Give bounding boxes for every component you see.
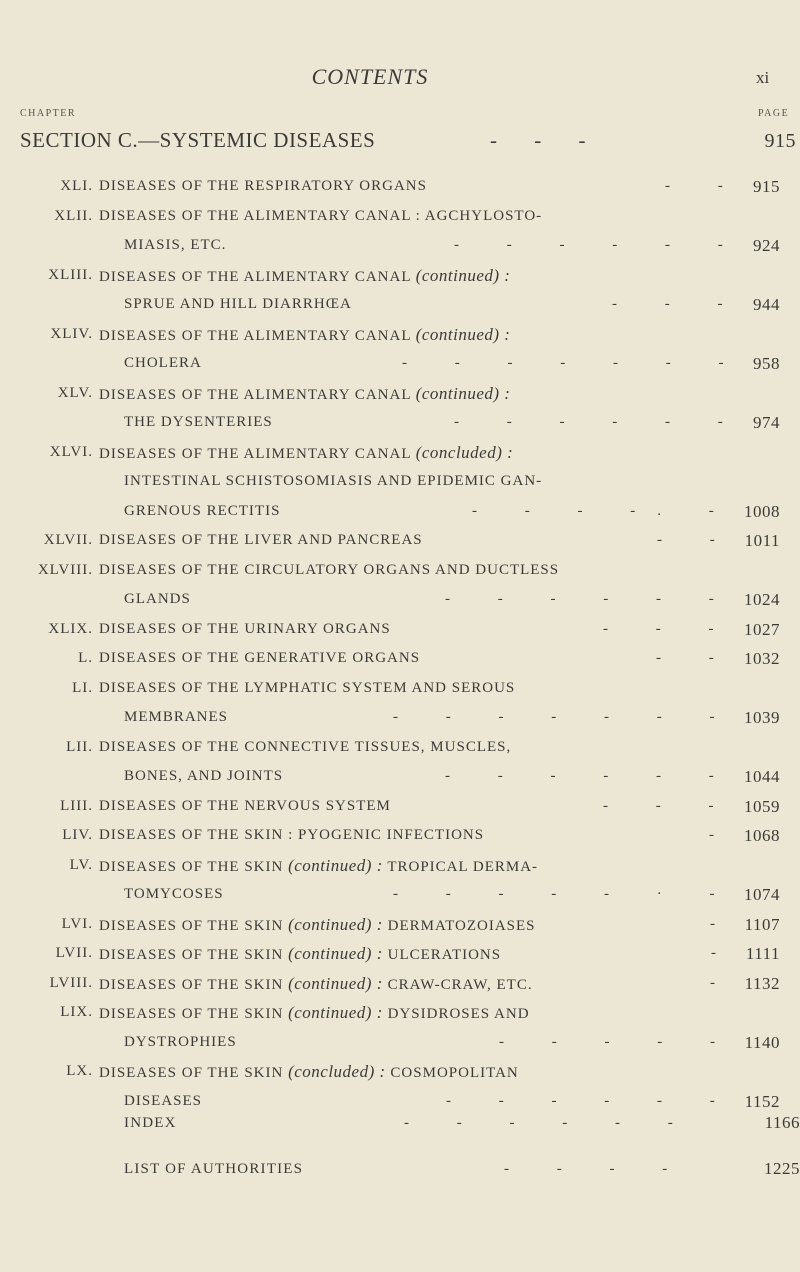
dot-leader: -	[709, 827, 736, 843]
chapter-page-number: 1024	[744, 590, 780, 609]
dot-leader: -	[710, 974, 737, 991]
chapter-title-text	[124, 408, 273, 438]
chapter-title-text	[99, 1057, 519, 1089]
toc-entry	[0, 969, 800, 999]
section-page-number: 915	[764, 130, 796, 152]
chapter-page-number: 1132	[744, 973, 780, 993]
dot-leader: -	[710, 915, 737, 932]
chapter-title: DISEASES OF THE RESPIRATORY ORGANS	[99, 178, 427, 194]
toc-line	[0, 851, 800, 881]
chapter-title: DISEASES OF THE NERVOUS SYSTEM	[99, 797, 391, 814]
dot-leader: - - - - -	[499, 1033, 737, 1050]
chapter-number: XLVII.	[43, 532, 93, 548]
dot-leader: - - - -. -	[472, 502, 736, 519]
chapter-title-text	[99, 733, 511, 763]
chapter-number: L.	[78, 650, 93, 666]
chapter-title: CHOLERA	[124, 355, 202, 371]
page-title: CONTENTS	[311, 64, 429, 89]
back-matter-title: LIST OF AUTHORITIES	[124, 1161, 304, 1177]
chapter-title-text	[124, 762, 283, 792]
chapter-qualifier: (continued) :	[288, 1003, 383, 1022]
toc-line	[0, 969, 800, 999]
chapter-title: DISEASES OF THE ALIMENTARY CANAL	[99, 386, 411, 403]
toc-line	[0, 703, 800, 733]
dot-leader: - - - - - -	[454, 237, 745, 253]
chapter-title-text	[99, 379, 510, 411]
toc-line	[0, 1028, 800, 1058]
toc-line	[0, 556, 800, 586]
chapter-page-number: 1011	[744, 531, 780, 550]
chapter-title: MIASIS, ETC.	[124, 237, 227, 253]
dot-leader: -	[711, 945, 738, 961]
chapter-number: LIV.	[62, 827, 93, 843]
back-matter-page-number: 1225	[764, 1159, 800, 1178]
chapter-title: DISEASES OF THE SKIN	[99, 858, 284, 875]
chapter-title: DISEASES OF THE CIRCULATORY ORGANS AND DUCTLESS	[99, 561, 560, 578]
chapter-list	[0, 172, 800, 1116]
dot-leader: - - -	[603, 797, 736, 814]
section-leader: - - -	[490, 128, 602, 152]
chapter-title: DISEASES OF THE SKIN	[99, 1065, 284, 1081]
chapter-title: DISEASES OF THE CONNECTIVE TISSUES, MUSCLES,	[99, 738, 512, 755]
chapter-page-number: 1044	[744, 767, 780, 786]
chapter-qualifier: (continued) :	[288, 973, 383, 993]
chapter-title: DYSTROPHIES	[124, 1033, 237, 1050]
chapter-qualifier: (concluded) :	[288, 1062, 386, 1081]
chapter-number: LVI.	[61, 915, 93, 932]
chapter-qualifier: (continued) :	[288, 914, 383, 934]
chapter-page-number: 944	[753, 295, 780, 314]
toc-line	[0, 821, 800, 851]
toc-line	[0, 497, 800, 527]
chapter-qualifier: (continued) :	[415, 383, 511, 403]
chapter-page-number: 915	[753, 177, 780, 196]
chapter-page-number: 924	[753, 236, 780, 255]
toc-line	[0, 408, 800, 438]
chapter-title-text	[99, 821, 484, 851]
chapter-title-text	[99, 556, 559, 586]
chapter-title-text	[99, 792, 391, 822]
toc-line	[0, 202, 800, 232]
chapter-title-text	[99, 644, 420, 674]
chapter-title: DISEASES OF THE SKIN : PYOGENIC INFECTIONS	[99, 827, 485, 843]
toc-line	[0, 231, 800, 261]
toc-line	[0, 998, 800, 1028]
chapter-number: LII.	[66, 738, 93, 755]
toc-entry	[0, 674, 800, 733]
section-heading	[20, 128, 796, 160]
toc-line	[0, 792, 800, 822]
back-matter-title: INDEX	[124, 1115, 177, 1131]
running-head	[0, 64, 800, 94]
toc-line	[0, 467, 800, 497]
chapter-number: XLI.	[60, 178, 93, 194]
section-title: SECTION C.—SYSTEMIC DISEASES	[20, 128, 376, 152]
chapter-title: BONES, AND JOINTS	[124, 768, 284, 784]
chapter-title-text	[124, 703, 228, 733]
back-matter-leader: - - - - - -	[404, 1115, 695, 1131]
toc-line	[0, 172, 800, 202]
toc-entry	[0, 910, 800, 940]
chapter-qualifier: (continued) :	[288, 944, 383, 963]
chapter-title-text	[99, 202, 542, 232]
chapter-page-number: 958	[753, 354, 780, 373]
authorities-entry	[124, 1154, 800, 1184]
chapter-title: DISEASES OF THE ALIMENTARY CANAL	[99, 327, 411, 344]
chapter-title: GRENOUS RECTITIS	[124, 502, 281, 519]
chapter-title-text	[124, 585, 191, 615]
chapter-qualifier: (continued) :	[415, 324, 511, 344]
chapter-title: DYSIDROSES AND	[387, 1006, 530, 1022]
page-column-head: PAGE	[758, 108, 790, 119]
chapter-title: SPRUE AND HILL DIARRHŒA	[124, 296, 352, 312]
chapter-title-text	[99, 320, 510, 352]
toc-line	[0, 762, 800, 792]
chapter-page-number: 1039	[744, 708, 780, 727]
chapter-title: DISEASES OF THE SKIN	[99, 917, 284, 934]
toc-entry	[0, 792, 800, 822]
chapter-title-text	[99, 674, 515, 704]
chapter-title: DISEASES OF THE SKIN	[99, 976, 284, 993]
chapter-title: DISEASES	[124, 1092, 203, 1109]
dot-leader: - - - - - · -	[393, 886, 737, 902]
toc-entry	[0, 556, 800, 615]
chapter-title: GLANDS	[124, 591, 191, 607]
chapter-title-text	[124, 231, 226, 261]
toc-line	[0, 1057, 800, 1087]
chapter-page-number: 1111	[745, 944, 780, 963]
toc-line	[0, 910, 800, 940]
index-entry	[124, 1108, 800, 1138]
chapter-page-number: 1059	[744, 796, 780, 816]
chapter-page-number: 1027	[744, 619, 780, 639]
toc-line	[0, 320, 800, 350]
back-matter-page-number: 1166	[764, 1113, 800, 1132]
chapter-number: LI.	[72, 679, 93, 696]
toc-line	[0, 585, 800, 615]
toc-entry	[0, 202, 800, 261]
chapter-title-text	[99, 172, 427, 202]
chapter-qualifier: (continued) :	[288, 855, 383, 875]
chapter-title-text	[99, 261, 510, 293]
toc-line	[0, 526, 800, 556]
toc-entry	[0, 851, 800, 910]
chapter-title: DISEASES OF THE ALIMENTARY CANAL	[99, 445, 411, 462]
toc-line	[0, 644, 800, 674]
chapter-number: LVIII.	[49, 974, 93, 991]
back-matter-leader: - - - -	[504, 1161, 690, 1177]
dot-leader: - - - - - -	[445, 768, 736, 784]
chapter-title-text	[99, 438, 513, 470]
chapter-number: LV.	[69, 856, 93, 873]
chapter-title-text	[124, 467, 542, 497]
chapter-number: XLVI.	[49, 443, 93, 460]
chapter-title: DISEASES OF THE LIVER AND PANCREAS	[99, 532, 423, 548]
toc-line	[0, 261, 800, 291]
chapter-page-number: 1107	[744, 914, 780, 934]
chapter-qualifier: (concluded) :	[415, 442, 514, 462]
chapter-number: LIX.	[60, 1004, 93, 1020]
chapter-title-text	[124, 349, 202, 379]
toc-entry	[0, 526, 800, 556]
chapter-title: DERMATOZOIASES	[387, 917, 536, 934]
chapter-page-number: 1008	[744, 501, 780, 521]
chapter-title: DISEASES OF THE URINARY ORGANS	[99, 620, 391, 637]
chapter-number: LVII.	[55, 945, 93, 961]
dot-leader: - -	[665, 178, 745, 194]
chapter-page-number: 1152	[744, 1091, 780, 1111]
dot-leader: - - - - - -	[446, 1092, 737, 1109]
chapter-title: DISEASES OF THE LYMPHATIC SYSTEM AND SEROUS	[99, 679, 516, 696]
dot-leader: - -	[656, 650, 736, 666]
chapter-number: XLIV.	[50, 325, 93, 342]
chapter-title: DISEASES OF THE GENERATIVE ORGANS	[99, 650, 421, 666]
chapter-page-number: 1140	[744, 1032, 780, 1052]
chapter-number: LIII.	[60, 797, 93, 814]
toc-entry	[0, 821, 800, 851]
dot-leader: - - - - - - -	[402, 355, 746, 371]
chapter-page-number: 974	[753, 413, 780, 432]
chapter-title: CRAW-CRAW, ETC.	[387, 976, 533, 993]
dot-leader: - - - - - - -	[393, 709, 737, 725]
chapter-number: XLII.	[54, 207, 93, 224]
toc-line	[0, 674, 800, 704]
dot-leader: - -	[657, 532, 737, 548]
chapter-title: DISEASES OF THE ALIMENTARY CANAL : AGCHYLOSTO-	[99, 207, 543, 224]
toc-entry	[0, 438, 800, 527]
chapter-title-text	[99, 910, 536, 942]
chapter-title: MEMBRANES	[124, 709, 229, 725]
chapter-title-text	[99, 939, 501, 971]
page-folio: xi	[756, 68, 770, 87]
chapter-title: TROPICAL DERMA-	[387, 858, 539, 875]
chapter-number: XLIII.	[48, 266, 93, 283]
toc-entry	[0, 320, 800, 379]
toc-line	[0, 880, 800, 910]
toc-line	[0, 733, 800, 763]
chapter-title: THE DYSENTERIES	[124, 414, 273, 430]
toc-entry	[0, 733, 800, 792]
chapter-title-text	[99, 998, 530, 1030]
chapter-title-text	[124, 497, 280, 527]
chapter-title-text	[124, 880, 224, 910]
chapter-title: INTESTINAL SCHISTOSOMIASIS AND EPIDEMIC GAN-	[124, 473, 543, 489]
chapter-number: XLIX.	[48, 620, 93, 637]
chapter-title-text	[99, 615, 391, 645]
chapter-page-number: 1074	[744, 885, 780, 904]
chapter-page-number: 1032	[744, 649, 780, 668]
chapter-column-head: CHAPTER	[20, 108, 77, 119]
chapter-number: XLVIII.	[37, 561, 93, 578]
chapter-title-text	[124, 1028, 237, 1058]
toc-entry	[0, 644, 800, 674]
dot-leader: - - -	[612, 296, 745, 312]
toc-entry	[0, 998, 800, 1057]
dot-leader: - - - - - -	[445, 591, 736, 607]
chapter-title: TOMYCOSES	[124, 886, 224, 902]
toc-line	[0, 438, 800, 468]
chapter-title-text	[99, 851, 538, 883]
toc-entry	[0, 379, 800, 438]
chapter-number: XLV.	[57, 384, 93, 401]
chapter-title: ULCERATIONS	[387, 947, 502, 963]
dot-leader: - - -	[603, 620, 736, 637]
chapter-title: DISEASES OF THE ALIMENTARY CANAL	[99, 268, 411, 285]
toc-entry	[0, 615, 800, 645]
chapter-qualifier: (continued) :	[415, 265, 511, 285]
chapter-title: COSMOPOLITAN	[390, 1065, 519, 1081]
toc-line	[0, 349, 800, 379]
toc-line	[0, 615, 800, 645]
chapter-page-number: 1068	[744, 826, 780, 845]
chapter-title: DISEASES OF THE SKIN	[99, 947, 284, 963]
dot-leader: - - - - - -	[454, 414, 745, 430]
toc-line	[0, 290, 800, 320]
chapter-title-text	[99, 969, 533, 1001]
toc-line	[0, 939, 800, 969]
toc-entry	[0, 939, 800, 969]
chapter-title-text	[99, 526, 423, 556]
chapter-title-text	[124, 290, 352, 320]
chapter-title: DISEASES OF THE SKIN	[99, 1006, 284, 1022]
toc-line	[0, 379, 800, 409]
toc-entry	[0, 261, 800, 320]
chapter-number: LX.	[66, 1063, 93, 1079]
toc-entry	[0, 172, 800, 202]
